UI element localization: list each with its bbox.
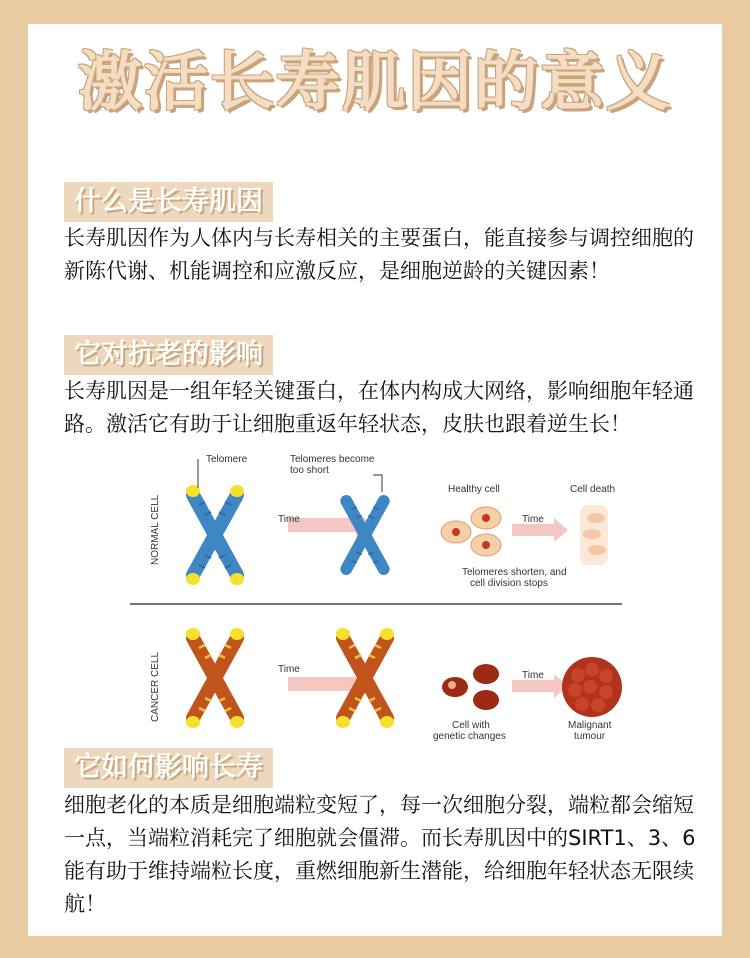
malignant-tumour [562, 657, 622, 717]
section-heading-what: 什么是长寿肌因 [64, 182, 273, 222]
telomere-label: Telomere [206, 454, 248, 465]
section-body-what: 长寿肌因作为人体内与长寿相关的主要蛋白，能直接参与调控细胞的新陈代谢、机能调控和应激反应，是细胞逆龄的关键因素！ [64, 226, 694, 283]
section-body-anti-aging: 长寿肌因是一组年轻关键蛋白，在体内构成大网络，影响细胞年轻通路。激活它有助于让细胞重返年轻状态，皮肤也跟着逆生长！ [64, 379, 694, 436]
genetic-change-cells [442, 664, 499, 710]
dead-cells [580, 505, 608, 565]
telomeres-short-label-2: too short [290, 465, 329, 476]
time-label-2: Time [522, 514, 544, 525]
malignant-label-1: Malignant [568, 720, 612, 731]
healthy-cell-label: Healthy cell [448, 484, 500, 495]
cell-death-label: Cell death [570, 484, 616, 495]
normal-cell-label: NORMAL CELL [150, 494, 161, 565]
section-body-longevity: 细胞老化的本质是细胞端粒变短了，每一次细胞分裂，端粒都会缩短一点，当端粒消耗完了细胞就会僵滞。而长寿肌因中的SIRT1、3、6能有助于维持端粒长度，重燃细胞新生潜能，给细胞年轻状态无限续航！ [64, 793, 696, 916]
telomeres-stop-label-1: Telomeres shorten, and [462, 567, 567, 578]
genetic-change-label-1: Cell with [452, 720, 490, 731]
section-heading-anti-aging: 它对抗老的影响 [64, 335, 273, 375]
genetic-change-label-2: genetic changes [433, 731, 506, 742]
section-heading-longevity: 它如何影响长寿 [64, 748, 273, 788]
cancer-cell-label: CANCER CELL [150, 651, 161, 722]
time-label-1: Time [278, 514, 300, 525]
normal-chromosome-long [186, 485, 244, 585]
telomeres-short-label-1: Telomeres become [290, 454, 375, 465]
telomere-diagram [130, 450, 670, 750]
page-title: 激活长寿肌因的意义 [78, 46, 672, 120]
normal-chromosome-short [346, 501, 383, 569]
time-label-4: Time [522, 670, 544, 681]
telomeres-stop-label-2: cell division stops [470, 578, 548, 589]
healthy-cells [441, 507, 501, 556]
time-label-3: Time [278, 664, 300, 675]
cancer-chromosome-1 [186, 628, 244, 728]
malignant-label-2: tumour [574, 731, 606, 742]
